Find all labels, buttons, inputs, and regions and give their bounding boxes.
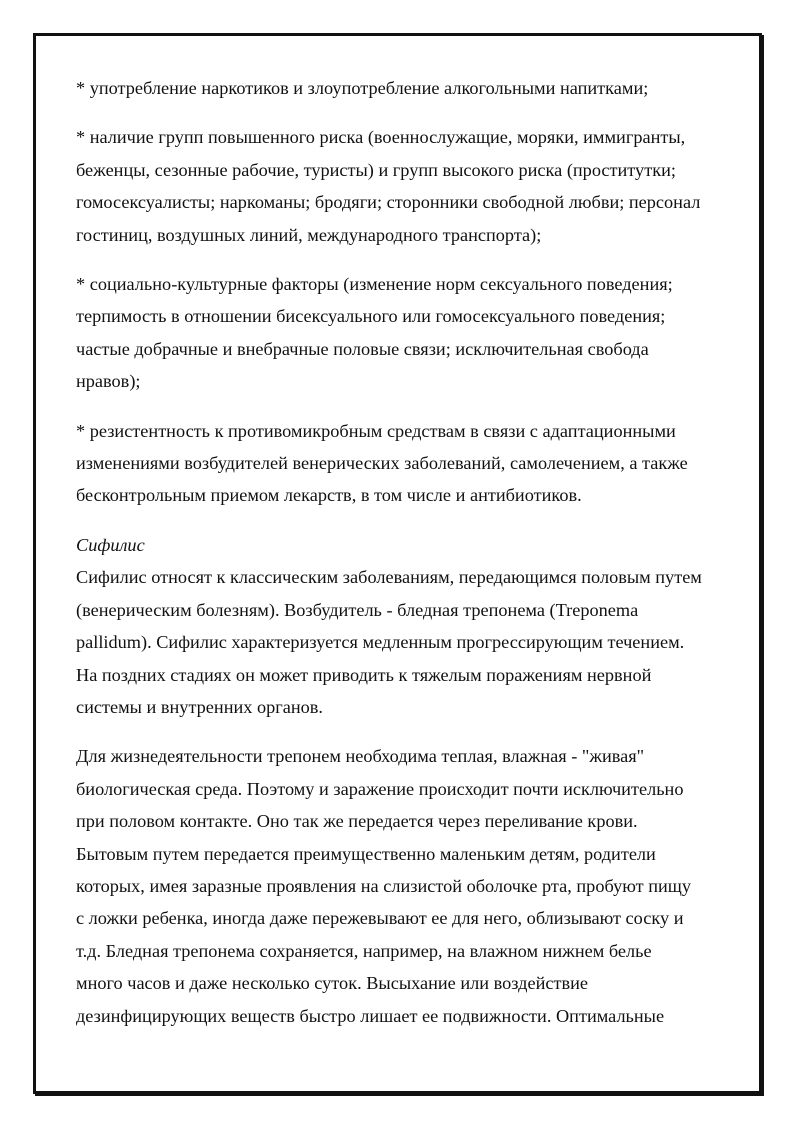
syphilis-intro-paragraph — [76, 561, 736, 723]
text-line: изменениями возбудителей венерических заболеваний, самолечением, а также — [76, 453, 688, 474]
section-heading: Сифилис — [76, 534, 145, 555]
text-line: * резистентность к противомикробным средствам в связи с адаптационными — [76, 420, 676, 441]
text-line: гомосексуалисты; наркоманы; бродяги; сторонники свободной любви; персонал — [76, 192, 701, 213]
list-item-risk-groups — [76, 121, 736, 251]
document-body — [76, 72, 736, 1049]
text-line: pallidum). Сифилис характеризуется медленным прогрессирующим течением. — [76, 632, 685, 653]
text-line: терпимость в отношении бисексуального или гомосексуального поведения; — [76, 306, 666, 327]
text-line: системы и внутренних органов. — [76, 696, 323, 717]
text-line: дезинфицирующих веществ быстро лишает ее подвижности. Оптимальные — [76, 1005, 665, 1026]
list-item-resistance — [76, 415, 736, 512]
text-line: которых, имея заразные проявления на слизистой оболочке рта, пробуют пищу — [76, 875, 691, 896]
text-line: беженцы, сезонные рабочие, туристы) и групп высокого риска (проститутки; — [76, 159, 676, 180]
text-line: при половом контакте. Оно так же передается через переливание крови. — [76, 811, 638, 832]
text-line: * употребление наркотиков и злоупотребление алкогольными напитками; — [76, 78, 649, 98]
text-line: бесконтрольным приемом лекарств, в том числе и антибиотиков. — [76, 485, 582, 506]
text-line: * наличие групп повышенного риска (военнослужащие, моряки, иммигранты, — [76, 127, 686, 148]
text-line: Сифилис относят к классическим заболеваниям, передающимся половым путем — [76, 567, 702, 588]
text-line: (венерическим болезням). Возбудитель - бледная трепонема (Treponema — [76, 599, 639, 620]
text-line: гостиниц, воздушных линий, международного транспорта); — [76, 224, 542, 245]
treponema-paragraph — [76, 740, 736, 1032]
text-line: частые добрачные и внебрачные половые связи; исключительная свобода — [76, 338, 649, 359]
text-line: биологическая среда. Поэтому и заражение происходит почти исключительно — [76, 778, 684, 799]
text-line: Для жизнедеятельности трепонем необходима теплая, влажная - "живая" — [76, 746, 645, 767]
list-item-sociocultural — [76, 268, 736, 398]
text-line: с ложки ребенка, иногда даже пережевывают ее для него, облизывают соску и — [76, 908, 684, 929]
text-line: много часов и даже несколько суток. Высыхание или воздействие — [76, 973, 588, 994]
text-line: т.д. Бледная трепонема сохраняется, например, на влажном нижнем белье — [76, 940, 652, 961]
text-line: Бытовым путем передается преимущественно маленьким детям, родители — [76, 843, 656, 864]
text-line: На поздних стадиях он может приводить к тяжелым поражениям нервной — [76, 664, 652, 685]
text-line: нравов); — [76, 371, 141, 392]
list-item-drugs — [76, 72, 736, 104]
text-line: * социально-культурные факторы (изменение норм сексуального поведения; — [76, 274, 673, 295]
